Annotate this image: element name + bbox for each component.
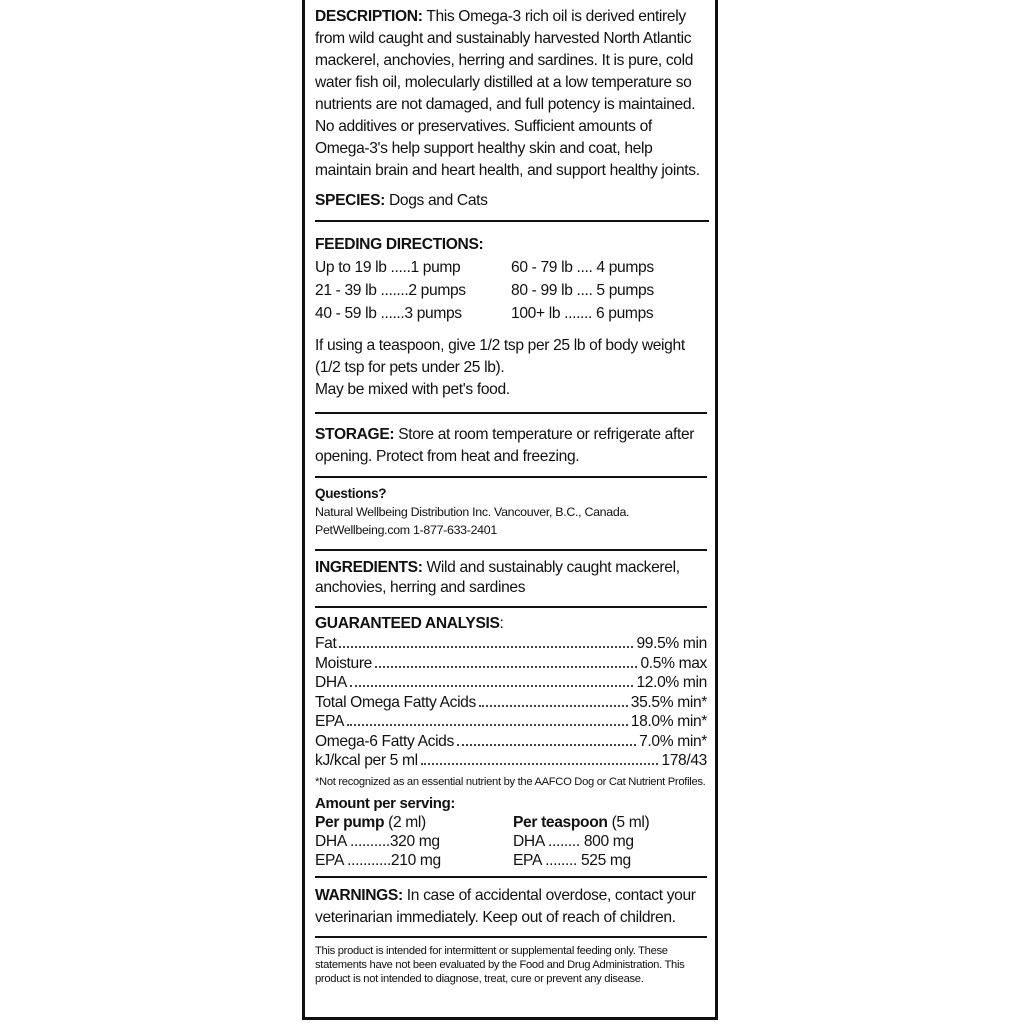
pump-dha: DHA ..........320 mg — [315, 832, 440, 850]
label-content — [315, 6, 707, 986]
feeding-table — [315, 256, 707, 325]
analysis-value: 35.5% min* — [630, 693, 707, 711]
warnings-body: In case of accidental overdose, contact your veterinarian immediately. Keep out of reach of children. — [315, 886, 696, 926]
serving-heading: Amount per serving: — [315, 794, 456, 812]
feeding-col-left — [315, 256, 511, 325]
tsp-unit: (5 ml) — [607, 813, 650, 831]
pump-unit: (2 ml) — [384, 813, 426, 831]
analysis-value: 0.5% max — [640, 654, 707, 672]
dot-leader — [347, 724, 628, 726]
serving-tsp-title — [513, 813, 707, 832]
serving-table — [315, 813, 707, 870]
analysis-row — [315, 693, 707, 713]
warnings-text — [315, 885, 707, 929]
dot-leader — [479, 705, 628, 707]
analysis-row — [315, 712, 707, 732]
feeding-note-food: May be mixed with pet's food. — [315, 381, 510, 398]
species-line — [315, 190, 709, 212]
analysis-row — [315, 732, 707, 752]
analysis-row — [315, 751, 707, 771]
serving-pump-title — [315, 813, 509, 832]
ingredients-section — [315, 551, 707, 608]
analysis-label: DHA — [315, 674, 347, 691]
questions-contact: PetWellbeing.com 1-877-633-2401 — [315, 523, 497, 537]
analysis-value: 99.5% min — [636, 635, 707, 652]
analysis-colon: : — [499, 615, 504, 632]
analysis-label: Moisture — [315, 654, 372, 672]
dot-leader — [421, 763, 659, 765]
dot-leader — [457, 744, 636, 746]
questions-section — [315, 478, 707, 551]
disclaimer-section — [315, 938, 707, 986]
tsp-title: Per teaspoon — [513, 813, 608, 831]
analysis-label: Fat — [315, 635, 337, 652]
analysis-row — [315, 673, 707, 693]
description-heading: DESCRIPTION: — [315, 8, 423, 25]
analysis-label: EPA — [315, 713, 344, 730]
description-text — [315, 6, 709, 182]
analysis-value: 12.0% min — [636, 674, 707, 691]
ingredients-text — [315, 558, 707, 598]
feeding-row: 40 - 59 lb ......3 pumps — [315, 305, 462, 322]
ingredients-body: Wild and sustainably caught mackerel, anchovies, herring and sardines — [315, 559, 680, 596]
species-heading: SPECIES: — [315, 192, 385, 209]
analysis-row — [315, 654, 707, 674]
ingredients-heading: INGREDIENTS: — [315, 559, 423, 576]
analysis-table — [315, 634, 707, 771]
questions-company: Natural Wellbeing Distribution Inc. Vancouver, B.C., Canada. — [315, 505, 630, 519]
analysis-title — [315, 614, 707, 634]
feeding-row: Up to 19 lb .....1 pump — [315, 259, 461, 276]
feeding-col-right — [511, 256, 707, 325]
feeding-row: 80 - 99 lb .... 5 pumps — [511, 282, 654, 299]
label-panel — [302, 0, 718, 1020]
analysis-value: 18.0% min* — [630, 713, 707, 730]
analysis-footnote: *Not recognized as an essential nutrient by the AAFCO Dog or Cat Nutrient Profiles. — [315, 775, 706, 788]
description-section — [315, 6, 709, 222]
analysis-value: 178/43 — [661, 752, 707, 769]
serving-per-teaspoon — [509, 813, 707, 870]
serving-per-pump — [315, 813, 509, 870]
warnings-heading: WARNINGS: — [315, 886, 403, 904]
analysis-value: 7.0% min* — [639, 732, 707, 750]
pump-epa: EPA ...........210 mg — [315, 851, 441, 869]
storage-body: Store at room temperature or refrigerate after opening. Protect from heat and freezing. — [315, 426, 695, 465]
analysis-label: Omega-6 Fatty Acids — [315, 732, 454, 750]
tsp-dha: DHA ........ 800 mg — [513, 832, 634, 850]
storage-text — [315, 424, 707, 468]
pump-title: Per pump — [315, 813, 385, 831]
dot-leader — [350, 685, 634, 687]
questions-heading: Questions? — [315, 486, 387, 501]
analysis-section — [315, 608, 707, 878]
feeding-heading: FEEDING DIRECTIONS: — [315, 236, 484, 253]
tsp-epa: EPA ........ 525 mg — [513, 851, 631, 869]
storage-heading: STORAGE: — [315, 426, 395, 443]
species-body: Dogs and Cats — [388, 192, 488, 209]
analysis-label: kJ/kcal per 5 ml — [315, 752, 418, 769]
analysis-heading: GUARANTEED ANALYSIS — [315, 615, 500, 632]
disclaimer-text: This product is intended for intermittent or supplemental feeding only. These statements have not been evaluated by the Food and Drug Administration. This product is not intended to diagnose, treat, cure or prevent any disease. — [315, 944, 685, 985]
feeding-row: 100+ lb ....... 6 pumps — [511, 305, 654, 322]
feeding-note-teaspoon: If using a teaspoon, give 1/2 tsp per 25 lb of body weight (1/2 tsp for pets under 25 lb). — [315, 337, 685, 376]
analysis-row — [315, 634, 707, 654]
feeding-row: 60 - 79 lb .... 4 pumps — [511, 259, 654, 276]
analysis-label: Total Omega Fatty Acids — [315, 693, 476, 711]
description-body: This Omega-3 rich oil is derived entirely from wild caught and sustainably harvested North Atlantic mackerel, anchovies, herring and sardines. It is pure, cold water fish oil, molecularly distilled at a low temperature so nutrients are not damaged, and full potency is maintained. No additives or preservatives. Sufficient amounts of Omega-3's help support healthy skin and coat, help maintain brain and heart health, and support healthy joints. — [315, 8, 700, 179]
feeding-row: 21 - 39 lb .......2 pumps — [315, 282, 466, 299]
warnings-section — [315, 878, 707, 938]
dot-leader — [339, 646, 633, 648]
dot-leader — [375, 666, 637, 668]
feeding-section — [315, 222, 707, 414]
storage-section — [315, 414, 707, 478]
